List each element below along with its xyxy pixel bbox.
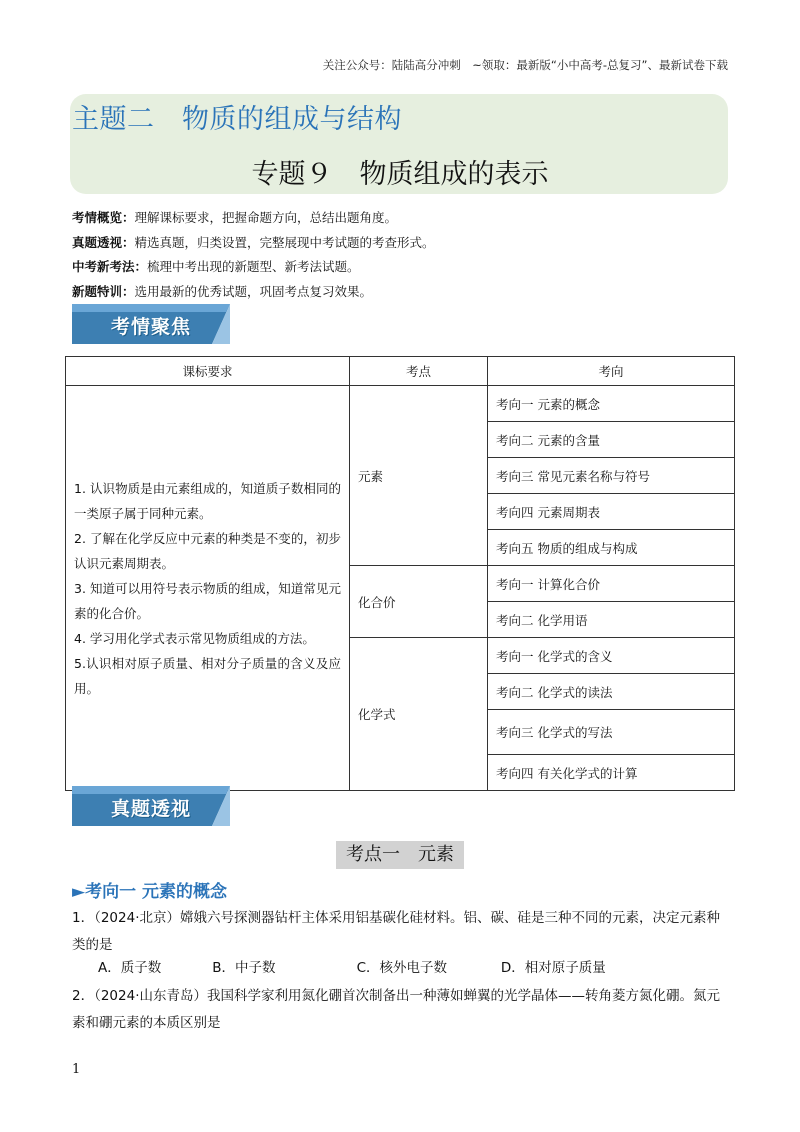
- option-d: D．相对原子质量: [500, 960, 606, 976]
- point-cell: 元素: [350, 386, 488, 566]
- intro-label: 新题特训：: [72, 283, 135, 299]
- direction-cell: 考向三 常见元素名称与符号: [488, 458, 735, 494]
- intro-text: 梳理中考出现的新题型、新考法试题。: [147, 259, 360, 274]
- section-title: 考点一 元素: [336, 841, 464, 869]
- direction-cell: 考向一 计算化合价: [488, 566, 735, 602]
- intro-item: [72, 231, 732, 256]
- direction-cell: 考向一 化学式的含义: [488, 638, 735, 674]
- intro-label: 考情概览：: [72, 210, 135, 225]
- direction-cell: 考向五 物质的组成与构成: [488, 530, 735, 566]
- header-points: 考点: [350, 357, 488, 386]
- intro-text: 理解课标要求，把握命题方向，总结出题角度。: [134, 210, 398, 225]
- intro-label: 中考新考法：: [72, 259, 148, 274]
- intro-item: [72, 255, 732, 280]
- requirement-item: 3. 知道可以用符号表示物质的组成，知道常见元素的化合价。: [74, 580, 341, 621]
- requirement-item: 4. 学习用化学式表示常见物质组成的方法。: [74, 630, 315, 646]
- section-banner-focus: [72, 304, 230, 344]
- point-cell: 化合价: [350, 566, 488, 638]
- option-b: B．中子数: [212, 960, 276, 976]
- header-requirements: 课标要求: [66, 357, 350, 386]
- section-banner-exam: [72, 786, 230, 826]
- intro-text: 选用最新的优秀试题，巩固考点复习效果。: [134, 283, 373, 299]
- requirement-item: 5.认识相对原子质量、相对分子质量的含义及应用。: [74, 655, 341, 696]
- page-number: 1: [72, 1062, 81, 1077]
- top-note: 关注公众号：陆陆高分冲刺 ~领取：最新版“小中高考-总复习”、最新试卷下载: [322, 58, 728, 72]
- intro-text: 精选真题，归类设置，完整展现中考试题的考查形式。: [134, 234, 435, 250]
- direction-cell: 考向二 元素的含量: [488, 422, 735, 458]
- intro-list: [72, 206, 732, 304]
- point-cell: 化学式: [350, 638, 488, 791]
- question-1: 1．（2024·北京）嫦娥六号探测器钻杆主体采用铝基碳化硅材料。铝、碳、硅是三种不同的元素，决定元素种类的是: [72, 910, 720, 953]
- intro-item: [72, 280, 732, 305]
- theme-title: 主题二 物质的组成与结构: [72, 104, 402, 135]
- syllabus-table: [65, 356, 735, 791]
- table-row: [66, 386, 735, 422]
- question-1-options: [98, 956, 606, 976]
- requirements-cell: [66, 386, 350, 791]
- direction-cell: 考向一 元素的概念: [488, 386, 735, 422]
- option-a: A．质子数: [98, 960, 162, 976]
- requirement-item: 2. 了解在化学反应中元素的种类是不变的，初步认识元素周期表。: [74, 530, 341, 571]
- question-2: 2．（2024·山东青岛）我国科学家利用氮化硼首次制备出一种薄如蝉翼的光学晶体——转角菱方氮化硼。氮元素和硼元素的本质区别是: [72, 988, 720, 1031]
- banner-label: 考情聚焦: [110, 316, 191, 338]
- direction-cell: 考向四 元素周期表: [488, 494, 735, 530]
- header-directions: 考向: [488, 357, 735, 386]
- banner-label: 真题透视: [110, 798, 191, 820]
- direction-cell: 考向二 化学用语: [488, 602, 735, 638]
- table-header-row: [66, 357, 735, 386]
- option-c: C．核外电子数: [356, 960, 448, 976]
- direction-heading: ►考向一 元素的概念: [72, 882, 227, 902]
- requirement-item: 1. 认识物质是由元素组成的，知道质子数相同的一类原子属于同种元素。: [74, 480, 341, 521]
- topic-title: 专题９ 物质组成的表示: [251, 159, 549, 190]
- intro-label: 真题透视：: [72, 234, 135, 250]
- direction-cell: 考向四 有关化学式的计算: [488, 755, 735, 791]
- direction-cell: 考向三 化学式的写法: [488, 710, 735, 755]
- direction-cell: 考向二 化学式的读法: [488, 674, 735, 710]
- intro-item: [72, 206, 732, 231]
